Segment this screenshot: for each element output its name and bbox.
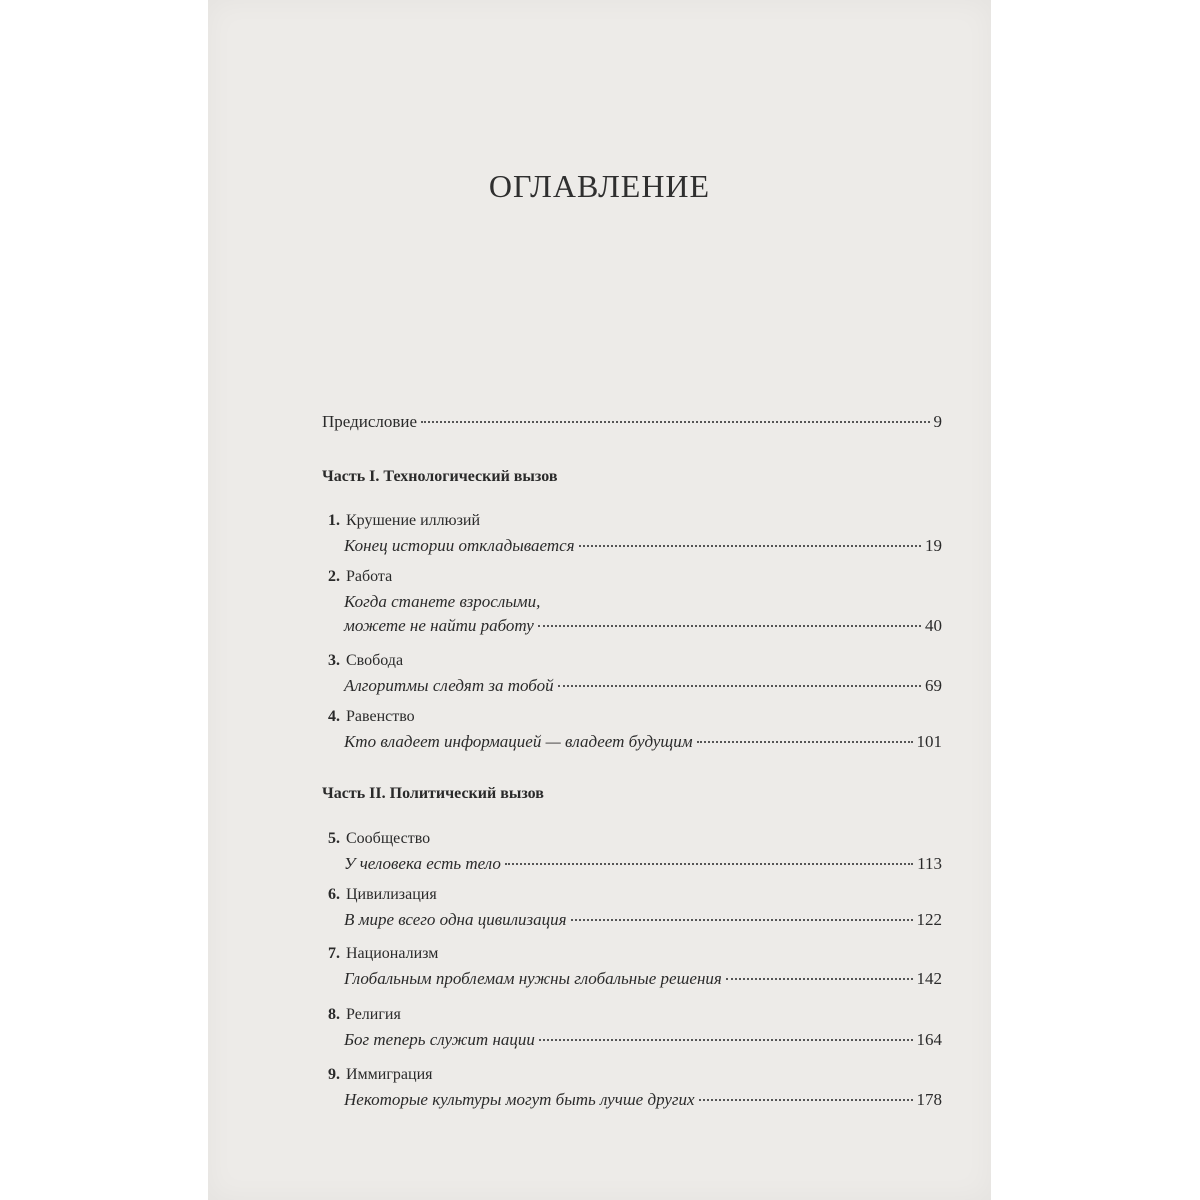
chapter-name: Сообщество — [346, 830, 431, 847]
toc-entry — [344, 1030, 942, 1056]
page-number: 101 — [916, 732, 942, 751]
dot-leader — [539, 1039, 913, 1041]
book-page — [208, 0, 991, 1200]
chapter-number: 7. — [328, 945, 340, 962]
chapter-name: Работа — [346, 568, 393, 585]
page-number: 142 — [916, 969, 942, 988]
dot-leader — [571, 919, 913, 921]
chapter-number: 8. — [328, 1006, 340, 1023]
chapter-subtitle: Некоторые культуры могут быть лучше других — [344, 1090, 695, 1109]
chapter-name: Цивилизация — [346, 886, 437, 903]
chapter-name: Крушение иллюзий — [346, 512, 481, 529]
chapter-number: 4. — [328, 708, 340, 725]
chapter-name: Религия — [346, 1006, 401, 1023]
chapter-number: 6. — [328, 886, 340, 903]
chapter-subtitle: Когда станете взрослыми, — [344, 592, 541, 611]
toc-entry — [344, 910, 942, 936]
dot-leader — [699, 1099, 913, 1101]
page-number: 178 — [916, 1090, 942, 1109]
chapter-heading — [328, 1066, 433, 1084]
chapter-heading — [328, 1006, 401, 1024]
page-number: 69 — [925, 676, 942, 695]
chapter-subtitle: Конец истории откладывается — [344, 536, 575, 555]
chapter-heading — [328, 830, 430, 848]
toc-entry — [344, 616, 942, 642]
chapter-subtitle: Алгоритмы следят за тобой — [344, 676, 554, 695]
chapter-heading — [328, 568, 392, 586]
chapter-number: 1. — [328, 512, 340, 529]
toc-entry — [344, 854, 942, 880]
part-label: Часть I. — [322, 468, 380, 485]
page-number: 40 — [925, 616, 942, 635]
dot-leader — [697, 741, 913, 743]
dot-leader — [538, 625, 921, 627]
chapter-number: 5. — [328, 830, 340, 847]
chapter-heading — [328, 708, 415, 726]
chapter-subtitle: Бог теперь служит нации — [344, 1030, 535, 1049]
preface-label: Предисловие — [322, 412, 418, 431]
chapter-heading — [328, 886, 437, 904]
toc-entry — [344, 732, 942, 758]
chapter-number: 2. — [328, 568, 340, 585]
dot-leader — [558, 685, 921, 687]
toc-entry — [344, 536, 942, 562]
chapter-name: Национализм — [346, 945, 439, 962]
toc-entry — [344, 1090, 942, 1116]
toc-entry — [344, 676, 942, 702]
chapter-heading — [328, 652, 403, 670]
page-number: 9 — [933, 412, 942, 431]
chapter-subtitle: можете не найти работу — [344, 616, 534, 635]
part-name: Технологический вызов — [383, 468, 558, 485]
page-number: 113 — [917, 854, 942, 873]
chapter-number: 9. — [328, 1066, 340, 1083]
chapter-name: Иммиграция — [346, 1066, 433, 1083]
chapter-heading — [328, 945, 438, 963]
page-number: 122 — [916, 910, 942, 929]
page-number: 19 — [925, 536, 942, 555]
chapter-subtitle: Кто владеет информацией — владеет будущим — [344, 732, 693, 751]
chapter-name: Равенство — [346, 708, 415, 725]
chapter-subtitle: Глобальным проблемам нужны глобальные решения — [344, 969, 722, 988]
table-of-contents — [208, 0, 991, 1200]
page-number: 164 — [916, 1030, 942, 1049]
chapter-subtitle: У человека есть тело — [344, 854, 501, 873]
page-title: ОГЛАВЛЕНИЕ — [488, 168, 711, 204]
toc-entry — [344, 969, 942, 995]
dot-leader — [726, 978, 913, 980]
part-name: Политический вызов — [389, 785, 544, 802]
chapter-name: Свобода — [346, 652, 404, 669]
chapter-subtitle: В мире всего одна цивилизация — [344, 910, 567, 929]
chapter-heading — [328, 512, 480, 530]
chapter-number: 3. — [328, 652, 340, 669]
dot-leader — [505, 863, 913, 865]
dot-leader — [579, 545, 921, 547]
part-label: Часть II. — [322, 785, 386, 802]
